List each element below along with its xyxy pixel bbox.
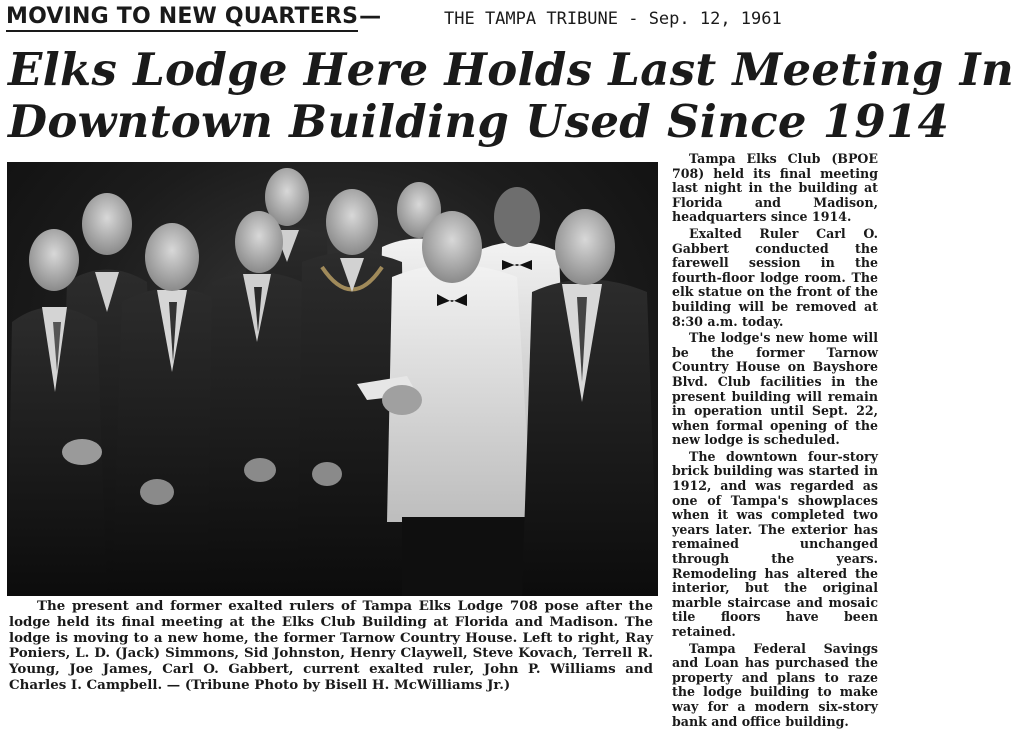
kicker-dash: —: [359, 4, 382, 29]
article-body: [672, 152, 878, 731]
article-paragraph: Tampa Federal Savings and Loan has purchased the property and plans to raze the lodge building to make way for a modern six-story bank and office building.: [672, 640, 878, 729]
section-kicker: [6, 4, 381, 29]
kicker-text: MOVING TO NEW QUARTERS: [6, 4, 358, 32]
dateline: THE TAMPA TRIBUNE - Sep. 12, 1961: [444, 9, 782, 29]
photo-caption: The present and former exalted rulers of Tampa Elks Lodge 708 pose after the lodge held its final meeting at the Elks Club Building at Florida and Madison. The lodge is moving to a new home, the former Tarnow Country House. Left to right, Ray Poniers, L. D. (Jack) Simmons, Sid Johnston, Henry Claywell, Steve Kovach, Terrell R. Young, Joe James, Carl O. Gabbert, current exalted ruler, John P. Williams and Charles I. Campbell. — (Tribune Photo by Bisell H. McWilliams Jr.): [9, 598, 653, 693]
news-photo: [7, 162, 658, 596]
headline-line-1: Elks Lodge Here Holds Last Meeting In: [8, 43, 1014, 96]
headline-line-2: Downtown Building Used Since 1914: [8, 95, 950, 148]
article-paragraph: The lodge's new home will be the former Tarnow Country House on Bayshore Blvd. Club facilities in the present building will remain in operation until Sept. 22, when formal opening of the new lodge is scheduled.: [672, 330, 878, 448]
article-paragraph: The downtown four-story brick building was started in 1912, and was regarded as one of Tampa's showplaces when it was completed two years later. The exterior has remained unchanged through the years. Remodeling has altered the interior, but the original marble staircase and mosaic tile floors have been retained.: [672, 448, 878, 639]
article-paragraph: Tampa Elks Club (BPOE 708) held its final meeting last night in the building at Florida and Madison, headquarters since 1914.: [672, 151, 878, 225]
headline: [8, 43, 1014, 148]
photograph-icon: [7, 162, 658, 596]
article-paragraph: Exalted Ruler Carl O. Gabbert conducted the farewell session in the fourth-floor lodge room. The elk statue on the front of the building will be removed at 8:30 a.m. today.: [672, 225, 878, 329]
